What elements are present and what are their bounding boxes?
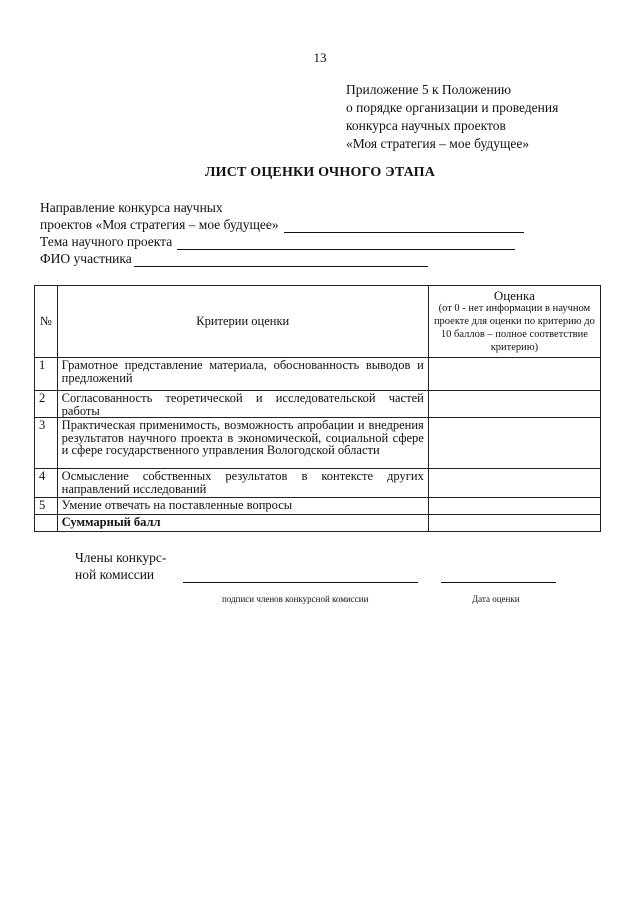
direction-label: Направление конкурса научных (40, 200, 223, 215)
header-criteria: Критерии оценки (57, 286, 428, 358)
table-row (35, 391, 601, 418)
signatures-caption: подписи членов конкурсной комиссии (222, 594, 369, 604)
table-row (35, 418, 601, 469)
row-criterion: Согласованность теоретической и исследовательской частей работы (57, 391, 428, 418)
direction-label-cont: проектов «Моя стратегия – мое будущее» (40, 217, 279, 232)
row-num: 4 (35, 469, 58, 498)
direction-fill-line[interactable] (284, 219, 524, 233)
table-row (35, 498, 601, 515)
date-caption: Дата оценки (472, 594, 520, 604)
row-num: 3 (35, 418, 58, 469)
score-title: Оценка (493, 288, 535, 303)
participant-field (40, 250, 524, 267)
criteria-table (34, 285, 601, 532)
total-label: Суммарный балл (57, 515, 428, 532)
participant-fill-line[interactable] (134, 253, 428, 267)
document-title: ЛИСТ ОЦЕНКИ ОЧНОГО ЭТАПА (204, 165, 436, 180)
row-num: 2 (35, 391, 58, 418)
participant-label: ФИО участника (40, 251, 132, 266)
direction-field (40, 216, 524, 233)
row-criterion: Практическая применимость, возможность апробации и внедрения результатов научного проекта в экономической, социальной сфере и сфере государственного управления Вологодской области (57, 418, 428, 469)
total-num-cell (35, 515, 58, 532)
total-row (35, 515, 601, 532)
page-number: 13 (313, 50, 327, 65)
commission-label (75, 549, 166, 583)
row-score-cell[interactable] (428, 391, 600, 418)
row-criterion: Грамотное представление материала, обоснованность выводов и предложений (57, 358, 428, 391)
row-score-cell[interactable] (428, 418, 600, 469)
commission-line: Члены конкурс- (75, 550, 167, 565)
total-score-cell[interactable] (428, 515, 600, 532)
appendix-line: о порядке организации и проведения (346, 100, 559, 115)
appendix-line: Приложение 5 к Положению (346, 82, 512, 97)
row-criterion: Умение отвечать на поставленные вопросы (57, 498, 428, 515)
row-num: 5 (35, 498, 58, 515)
topic-label: Тема научного проекта (40, 234, 173, 249)
table-header-row (35, 286, 601, 358)
header-score (428, 286, 600, 358)
score-description: (от 0 - нет информации в научном проекте для оценки по критерию до 10 баллов – полное соответствие критерию) (433, 303, 595, 353)
appendix-line: «Моя стратегия – мое будущее» (346, 136, 530, 151)
direction-label-line1 (40, 199, 524, 216)
header-fields (40, 199, 524, 267)
appendix-note (346, 81, 558, 153)
date-line[interactable] (441, 582, 556, 583)
appendix-line: конкурса научных проектов (346, 118, 506, 133)
commission-line: ной комиссии (75, 567, 155, 582)
topic-fill-line[interactable] (177, 236, 515, 250)
row-score-cell[interactable] (428, 469, 600, 498)
row-score-cell[interactable] (428, 498, 600, 515)
row-criterion: Осмысление собственных результатов в контексте других направлений исследований (57, 469, 428, 498)
row-score-cell[interactable] (428, 358, 600, 391)
row-num: 1 (35, 358, 58, 391)
topic-field (40, 233, 524, 250)
signatures-line[interactable] (183, 582, 418, 583)
header-num: № (35, 286, 58, 358)
table-row (35, 469, 601, 498)
table-row (35, 358, 601, 391)
